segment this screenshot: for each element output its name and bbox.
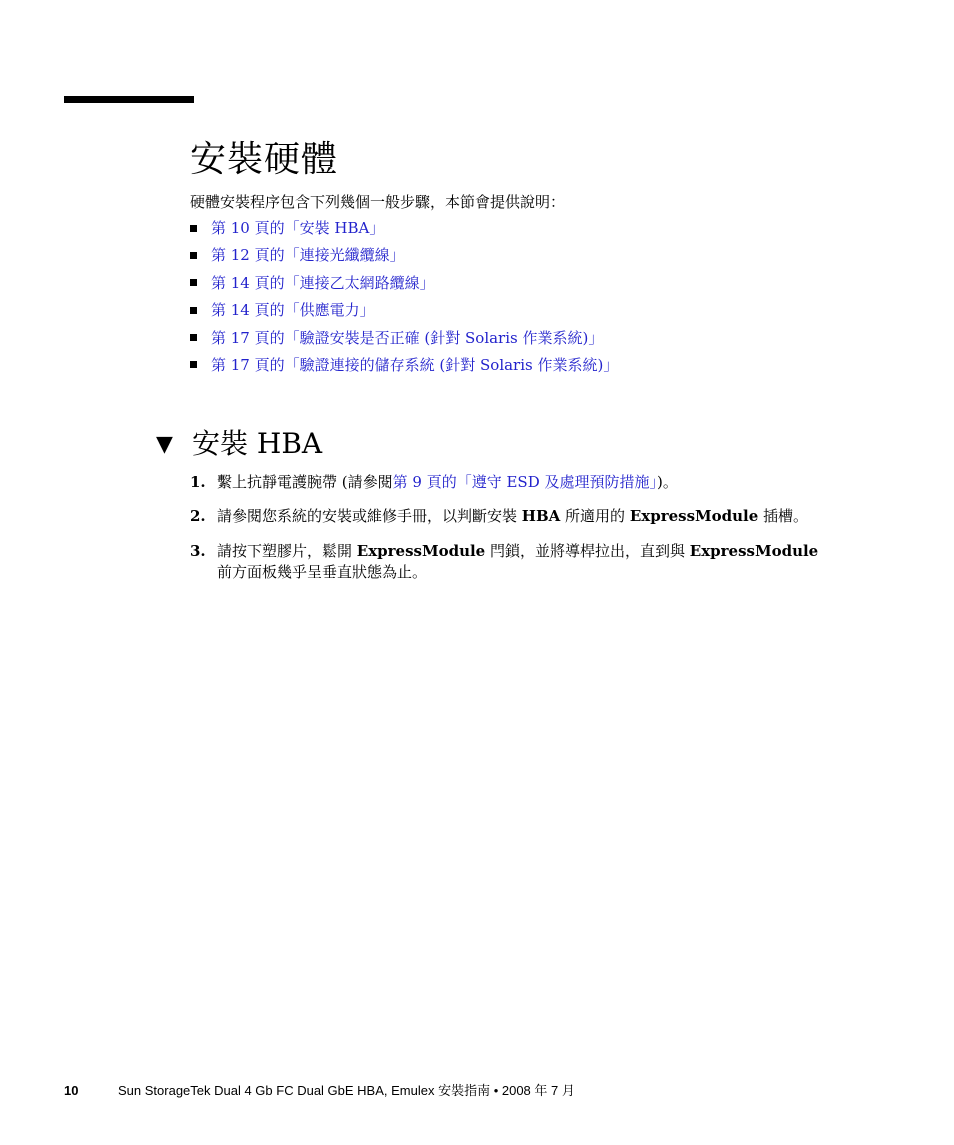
toc-list [190, 215, 618, 379]
step-text: 繫上抗靜電護腕帶 (請參閱 [217, 473, 393, 491]
step-1 [190, 472, 850, 493]
toc-link-ethernet-cable[interactable]: 第 14 頁的「連接乙太網路纜線」 [211, 273, 435, 292]
step-number: 2. [190, 507, 206, 525]
step-text: 請按下塑膠片，鬆開 [217, 542, 357, 560]
square-bullet-icon [190, 252, 197, 259]
step-term: HBA [521, 507, 561, 525]
step-number: 3. [190, 542, 206, 560]
step-term: ExpressModule [356, 542, 486, 560]
square-bullet-icon [190, 361, 197, 368]
triangle-down-icon: ▼ [156, 432, 173, 457]
toc-link-install-hba[interactable]: 第 10 頁的「安裝 HBA」 [211, 219, 385, 237]
footer-text: Sun StorageTek Dual 4 Gb FC Dual GbE HBA, Emulex 安裝指南 • 2008 年 7 月 [118, 1083, 575, 1098]
toc-link-verify-install[interactable]: 第 17 頁的「驗證安裝是否正確 (針對 Solaris 作業系統)」 [211, 328, 604, 347]
step-text: )。 [657, 473, 678, 491]
list-item [190, 242, 618, 269]
step-text: 前方面板幾乎呈垂直狀態為止。 [217, 563, 428, 581]
square-bullet-icon [190, 307, 197, 314]
toc-link-fiber-cable[interactable]: 第 12 頁的「連接光纖纜線」 [211, 246, 405, 265]
step-term: ExpressModule [629, 507, 759, 525]
step-3 [190, 541, 850, 583]
list-item [190, 297, 618, 324]
step-text: 所適用的 [560, 507, 630, 525]
list-item [190, 270, 618, 297]
step-text: 插槽。 [758, 507, 809, 525]
chapter-intro: 硬體安裝程序包含下列幾個一般步驟，本節會提供說明： [190, 193, 566, 211]
square-bullet-icon [190, 225, 197, 232]
page-footer [64, 1080, 575, 1099]
step-term: ExpressModule [689, 542, 819, 560]
toc-link-power[interactable]: 第 14 頁的「供應電力」 [211, 301, 375, 320]
page-number: 10 [64, 1083, 79, 1098]
square-bullet-icon [190, 279, 197, 286]
step-text: 閂鎖，並將導桿拉出，直到與 [485, 542, 690, 560]
list-item [190, 325, 618, 352]
section-title-text: 安裝 HBA [192, 427, 323, 460]
chapter-rule [64, 96, 194, 103]
chapter-title: 安裝硬體 [190, 139, 339, 180]
section-title [156, 422, 322, 462]
square-bullet-icon [190, 334, 197, 341]
step-text: 請參閱您系統的安裝或維修手冊，以判斷安裝 [217, 507, 522, 525]
esd-link[interactable]: 第 9 頁的「遵守 ESD 及處理預防措施」 [392, 473, 657, 491]
procedure-steps [190, 472, 850, 583]
step-2 [190, 506, 850, 527]
step-number: 1. [190, 473, 206, 491]
list-item [190, 352, 618, 379]
list-item [190, 215, 618, 242]
toc-link-verify-storage[interactable]: 第 17 頁的「驗證連接的儲存系統 (針對 Solaris 作業系統)」 [211, 355, 619, 374]
